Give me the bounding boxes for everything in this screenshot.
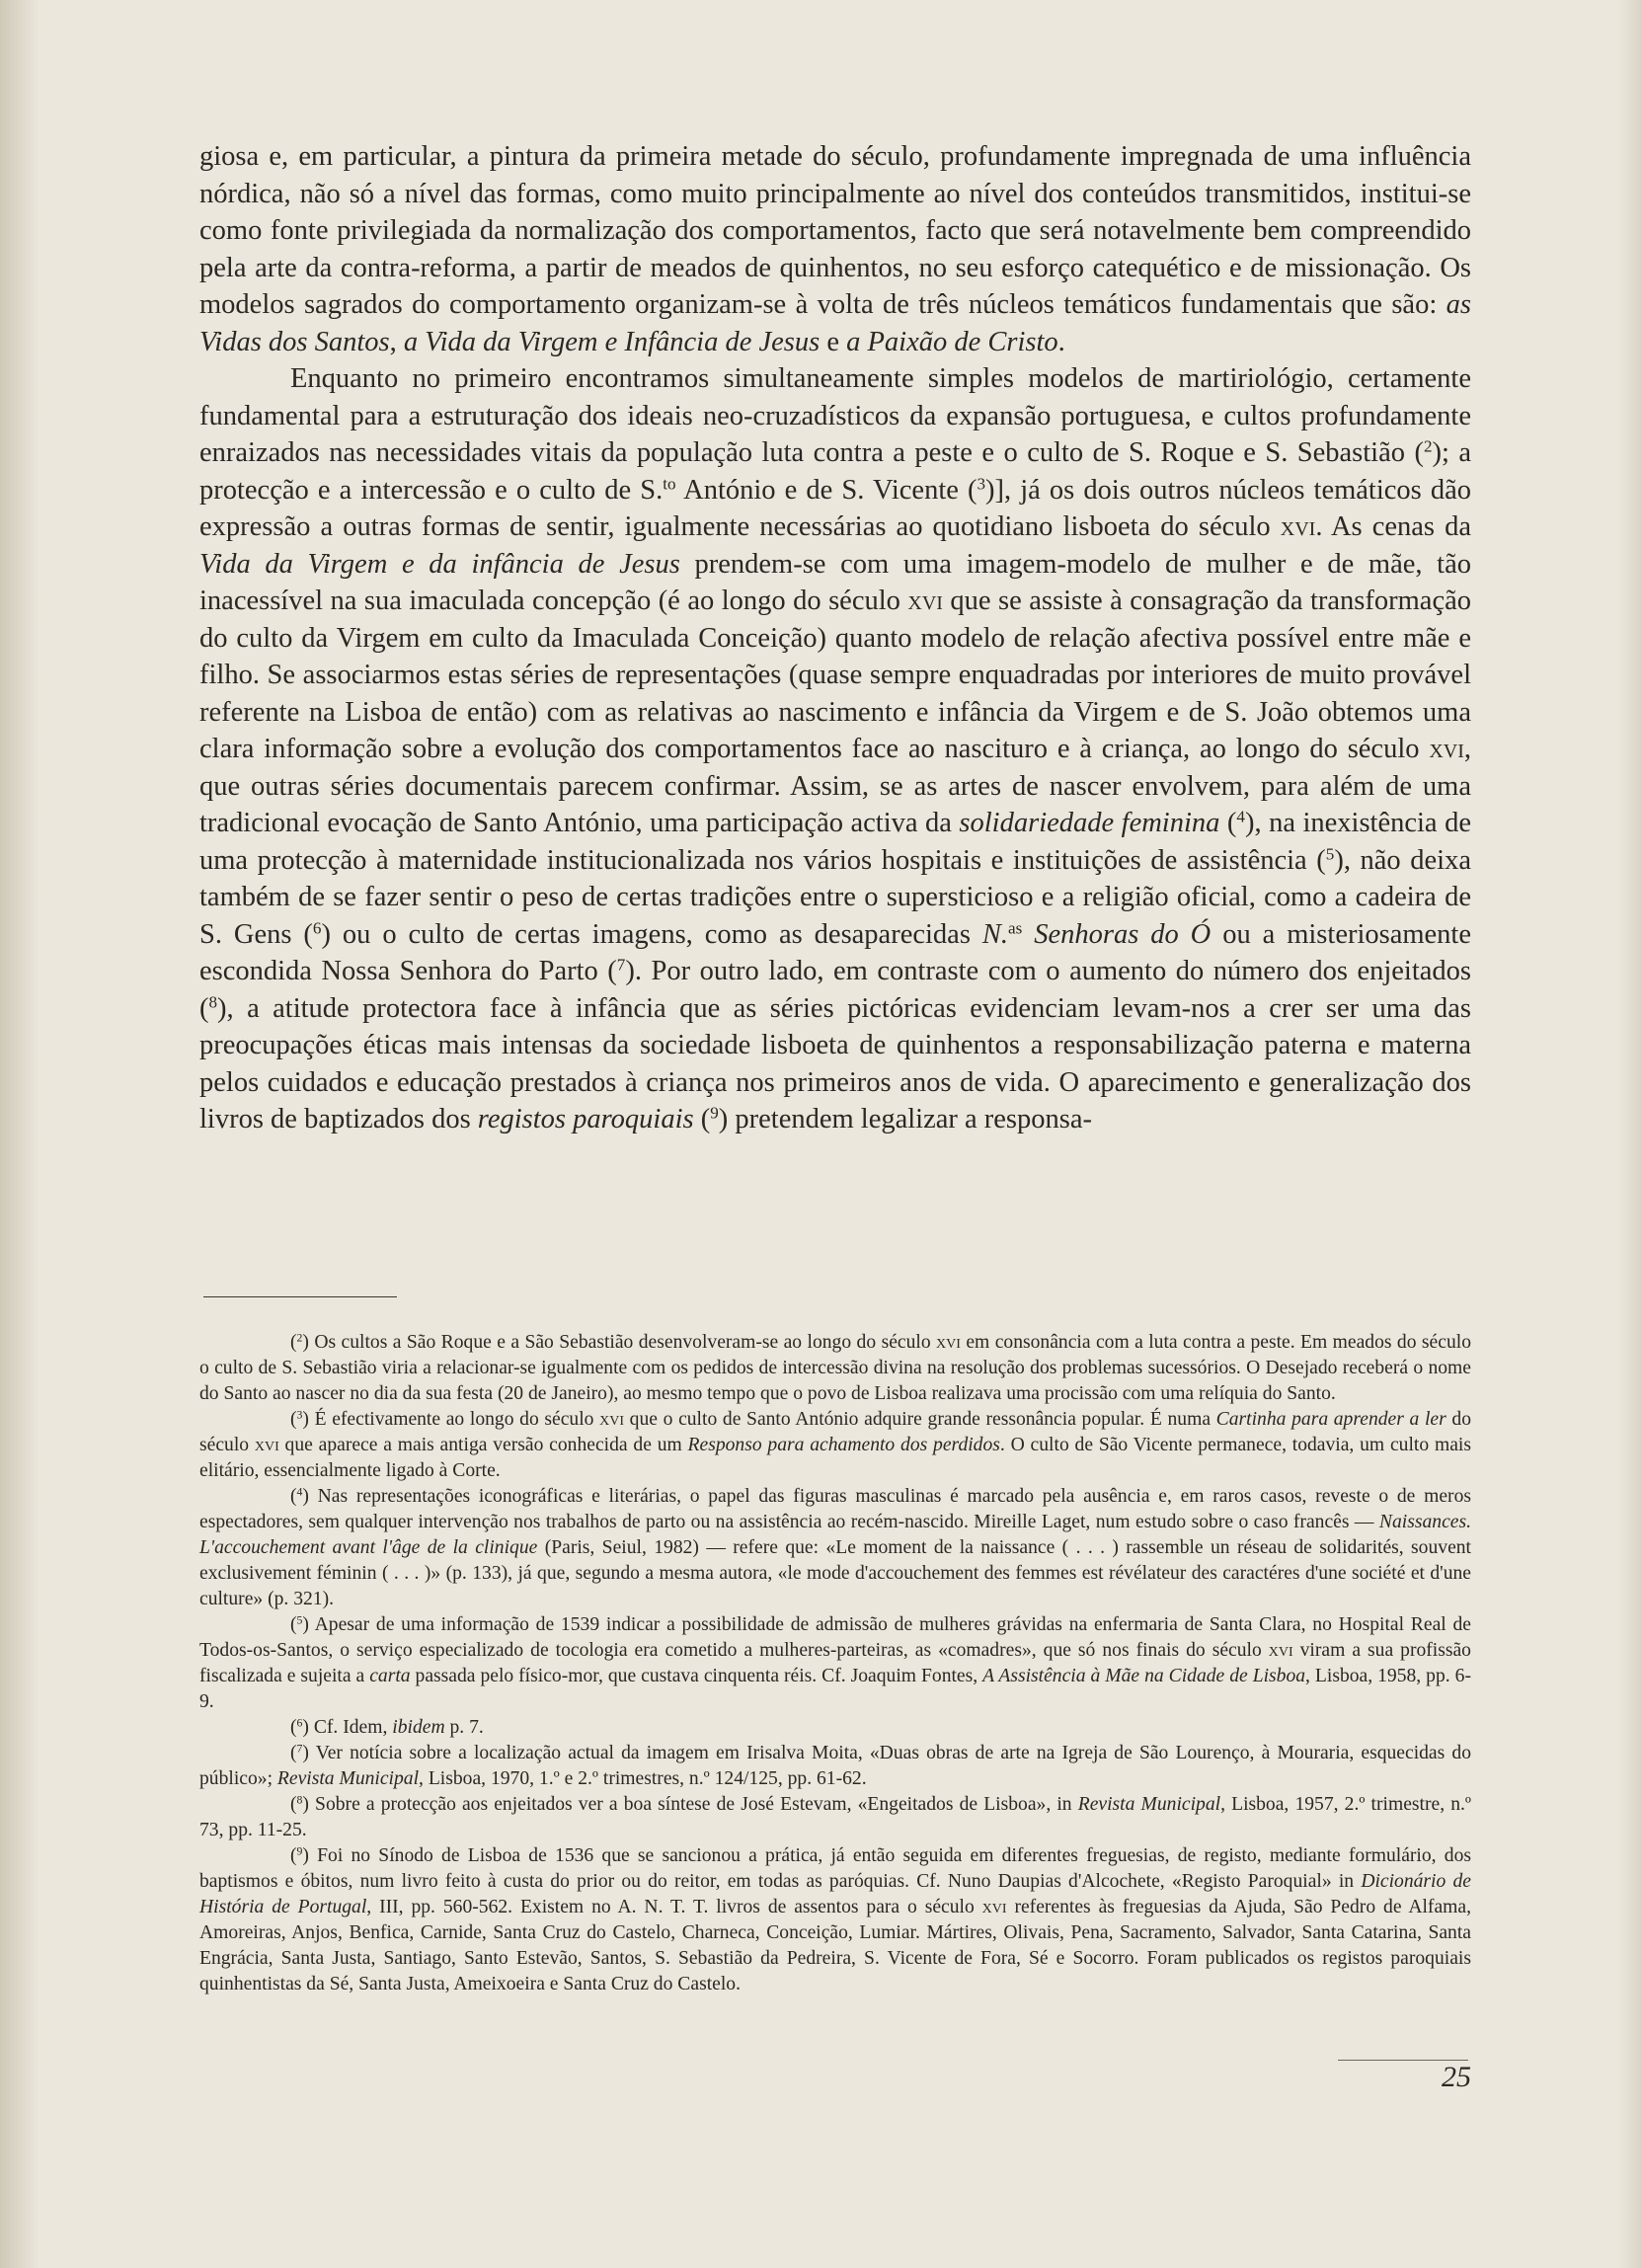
footnote: ($^2$) Os cultos a São Roque e a São Sebastião desenvolveram-se ao longo do século xvi em consonância com a luta contra a peste. Em meados do século o culto de S. Sebastião viria a relacionar-se igualmente com os pedidos de intercessão divina na resolução dos problemas sucessórios. O Desejado receberá o nome do Santo ao nascer no dia da sua festa (20 de Janeiro), ao mesmo tempo que o povo de Lisboa realizava uma procissão com uma relíquia do Santo. <box>199 1331 1471 1404</box>
small-caps-run: xvi <box>599 1409 625 1430</box>
body-paragraph: Enquanto no primeiro encontramos simultaneamente simples modelos de martiriológio, certamente fundamental para a estruturação dos ideais neo-cruzadísticos da expansão portuguesa, e cultos profundamente enraizados nas necessidades vitais da população luta contra a peste e o culto de S. Roque e S. Sebastião ($^2$); a protecção e a intercessão e o culto de S.$^{to}$ António e de S. Vicente ($^3$)], já os dois outros núcleos temáticos dão expressão a outras formas de sentir, igualmente necessárias ao quotidiano lisboeta do século xvi. As cenas da Vida da Virgem e da infância de Jesus prendem-se com uma imagem-modelo de mulher e de mãe, tão inacessível na sua imaculada concepção (é ao longo do século xvi que se assiste à consagração da transformação do culto da Virgem em culto da Imaculada Conceição) quanto modelo de relação afectiva possível entre mãe e filho. Se associarmos estas séries de representações (quase sempre enquadradas por interiores de muito provável referente na Lisboa de então) com as relativas ao nascimento e infância da Virgem e de S. João obtemos uma clara informação sobre a evolução dos comportamentos face ao nascituro e à criança, ao longo do século xvi, que outras séries documentais parecem confirmar. Assim, se as artes de nascer envolvem, para além de uma tradicional evocação de Santo António, uma participação activa da solidariedade feminina ($^4$), na inexistência de uma protecção à maternidade institucionalizada nos vários hospitais e instituições de assistência ($^5$), não deixa também de se fazer sentir o peso de certas tradições entre o supersticioso e a religião oficial, como a cadeira de S. Gens ($^6$) ou o culto de certas imagens, como as desaparecidas N.$^{as}$ Senhoras do Ó ou a misteriosamente escondida Nossa Senhora do Parto ($^7$). Por outro lado, em contraste com o aumento do número dos enjeitados ($^8$), a atitude protectora face à infância que as séries pictóricas evidenciam levam-nos a crer ser uma das preocupações éticas mais intensas da sociedade lisboeta de quinhentos a responsabilização paterna e materna pelos cuidados e educação prestados à criança nos primeiros anos de vida. O aparecimento e generalização dos livros de baptizados dos registos paroquiais ($^9$) pretendem legalizar a responsa- <box>199 363 1472 1134</box>
footnote: ($^9$) Foi no Sínodo de Lisboa de 1536 que se sancionou a prática, já então seguida em diferentes freguesias, de registo, mediante formulário, dos baptismos e óbitos, num livro feito à custa do prior ou do reitor, em todas as paróquias. Cf. Nuno Daupias d'Alcochete, «Registo Paroquial» in Dicionário de História de Portugal, III, pp. 560-562. Existem no A. N. T. T. livros de assentos para o século xvi referentes às freguesias da Ajuda, São Pedro de Alfama, Amoreiras, Anjos, Benfica, Carnide, Santa Cruz do Castelo, Charneca, Conceição, Lumiar. Mártires, Olivais, Pena, Sacramento, Salvador, Santa Catarina, Santa Engrácia, Santa Justa, Santiago, Santo Estevão, Santos, S. Sebastião da Pedreira, S. Vicente de Fora, Sé e Socorro. Foram publicados os registos paroquiais quinhentistas da Sé, Santa Justa, Ameixoeira e Santa Cruz do Castelo. <box>199 1844 1471 1994</box>
small-caps-run: xvi <box>1429 734 1464 764</box>
italic-run: a Paixão de Cristo <box>846 326 1058 357</box>
italic-run: Cartinha para aprender a ler <box>1215 1409 1447 1430</box>
italic-run: N. <box>981 918 1008 950</box>
note-reference: as <box>1008 918 1023 938</box>
footnote: ($^6$) Cf. Idem, ibidem p. 7. <box>290 1716 484 1738</box>
italic-run: a Vida da Virgem e Infância de Jesus <box>403 326 821 357</box>
note-reference: 9 <box>710 1103 719 1123</box>
small-caps-run: xvi <box>907 586 943 616</box>
note-reference: 8 <box>296 1793 303 1807</box>
page-number: 25 <box>1442 2061 1471 2093</box>
footnote: ($^8$) Sobre a protecção aos enjeitados ver a boa síntese de José Estevam, «Engeitados de Lisboa», in Revista Municipal, Lisboa, 1957, 2.º trimestre, n.º 73, pp. 11-25. <box>199 1793 1471 1840</box>
italic-run: Revista Municipal <box>276 1768 420 1789</box>
footnote: ($^3$) É efectivamente ao longo do século xvi que o culto de Santo António adquire grande ressonância popular. É numa Cartinha para aprender a ler do século xvi que aparece a mais antiga versão conhecida de um Responso para achamento dos perdidos. O culto de São Vicente permanece, todavia, um culto mais elitário, essencialmente ligado à Corte. <box>199 1408 1471 1481</box>
note-reference: 4 <box>1236 807 1245 826</box>
small-caps-run: xvi <box>254 1435 279 1455</box>
note-reference: 3 <box>977 474 986 494</box>
italic-run: solidariedade feminina <box>959 808 1220 838</box>
note-reference: 5 <box>296 1613 303 1627</box>
italic-run: Naissances. L'accouchement avant l'âge de la clinique <box>199 1512 1471 1558</box>
italic-run: ibidem <box>392 1717 445 1738</box>
small-caps-run: xvi <box>981 1897 1007 1917</box>
footnote: ($^4$) Nas representações iconográficas e literárias, o papel das figuras masculinas é marcado pela ausência e, em raros casos, reveste o de meros espectadores, sem qualquer intervenção nos trabalhos de parto ou na assistência ao recém-nascido. Mireille Laget, num estudo sobre o caso francês — Naissances. L'accouchement avant l'âge de la clinique (Paris, Seiul, 1982) — refere que: «Le moment de la naissance ( . . . ) rassemble un réseau de solidarités, souvent exclusivement féminin ( . . . )» (p. 133), já que, segundo a mesma autora, «le mode d'accouchement des femmes est révélateur des caractéres d'une société et d'une culture» (p. 321). <box>199 1485 1472 1609</box>
small-caps-run: xvi <box>1280 511 1316 542</box>
note-reference: 7 <box>616 955 626 975</box>
small-caps-run: xvi <box>1268 1640 1293 1661</box>
italic-run: as Vidas dos Santos <box>199 289 1471 357</box>
footnotes <box>199 1330 1471 1997</box>
note-reference: 2 <box>296 1331 303 1345</box>
italic-run: registos paroquiais <box>477 1104 694 1134</box>
footnote: ($^7$) Ver notícia sobre a localização actual da imagem em Irisalva Moita, «Duas obras de arte na Igreja de São Lourenço, à Mouraria, esquecidas do público»; Revista Municipal, Lisboa, 1970, 1.º e 2.º trimestres, n.º 124/125, pp. 61-62. <box>199 1742 1471 1789</box>
italic-run: A Assistência à Mãe na Cidade de Lisboa <box>982 1666 1306 1686</box>
footnote-separator <box>203 1296 397 1297</box>
footnote: ($^5$) Apesar de uma informação de 1539 indicar a possibilidade de admissão de mulheres grávidas na enfermaria de Santa Clara, no Hospital Real de Todos-os-Santos, o serviço especializado de tocologia era cometido a mulheres-parteiras, as «comadres», que só nos finais do século xvi viram a sua profissão fiscalizada e sujeita a carta passada pelo físico-mor, que custava cinquenta réis. Cf. Joaquim Fontes, A Assistência à Mãe na Cidade de Lisboa, Lisboa, 1958, pp. 6-9. <box>199 1613 1471 1712</box>
note-reference: 6 <box>312 918 322 938</box>
note-reference: 2 <box>1423 436 1433 456</box>
body-paragraph: giosa e, em particular, a pintura da primeira metade do século, profundamente impregnada de uma influência nórdica, não só a nível das formas, como muito principalmente ao nível dos conteúdos transmitidos, institui-se como fonte privilegiada da normalização dos comportamentos, facto que será notavelmente bem compreendido pela arte da contra-reforma, a partir de meados de quinhentos, no seu esforço catequético e de missionação. Os modelos sagrados do comportamento organizam-se à volta de três núcleos temáticos fundamentais que são: as Vidas dos Santos, a Vida da Virgem e Infância de Jesus e a Paixão de Cristo. <box>199 141 1471 357</box>
note-reference: 3 <box>296 1408 303 1422</box>
italic-run: Senhoras do Ó <box>1034 918 1212 950</box>
italic-run: Revista Municipal <box>1077 1794 1221 1815</box>
note-reference: 8 <box>208 992 218 1012</box>
main-text <box>199 138 1471 1138</box>
note-reference: 7 <box>296 1742 303 1756</box>
note-reference: to <box>663 474 676 494</box>
italic-run: Dicionário de História de Portugal <box>199 1871 1471 1917</box>
note-reference: 4 <box>296 1485 303 1499</box>
italic-run: Vida da Virgem e da infância de Jesus <box>199 548 680 580</box>
note-reference: 9 <box>296 1844 303 1858</box>
note-reference: 6 <box>296 1716 303 1730</box>
italic-run: carta <box>369 1666 411 1686</box>
italic-run: Responso para achamento dos perdidos <box>687 1435 1000 1455</box>
note-reference: 5 <box>1325 844 1335 864</box>
small-caps-run: xvi <box>936 1332 961 1353</box>
